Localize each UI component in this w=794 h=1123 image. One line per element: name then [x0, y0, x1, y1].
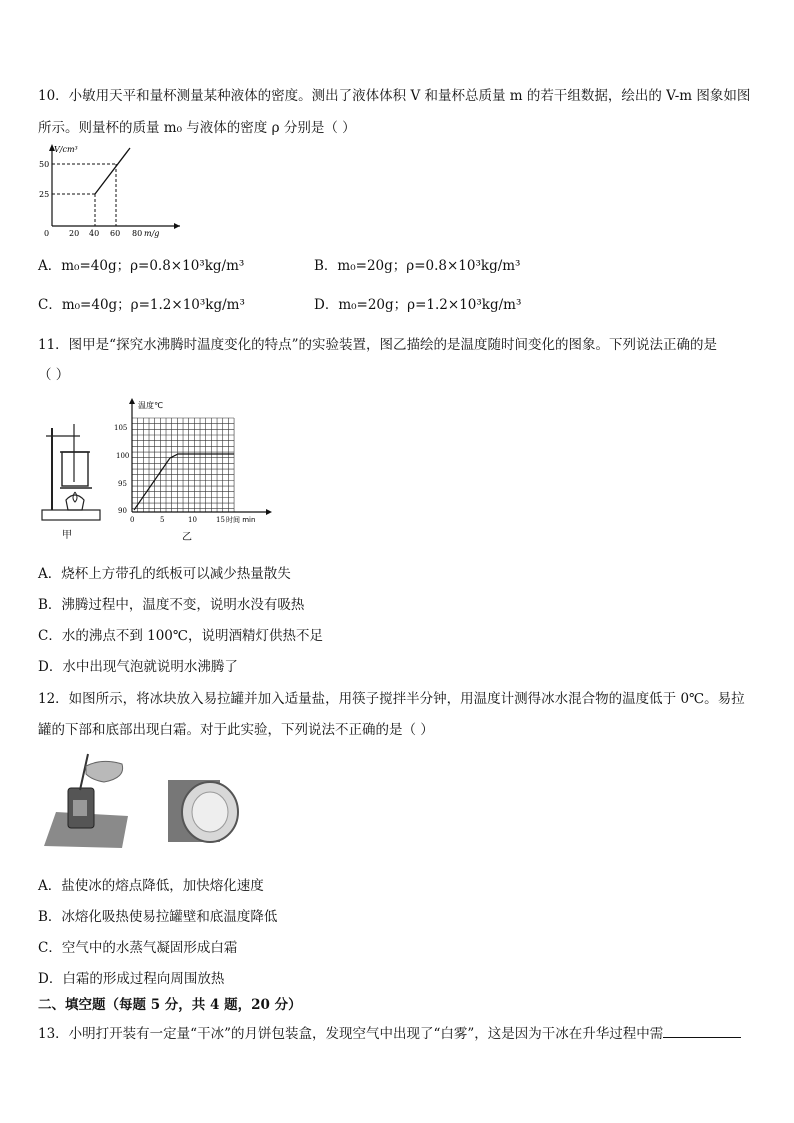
q11-stem-line1: 11．图甲是“探究水沸腾时温度变化的特点”的实验装置，图乙描绘的是温度随时间变化的图象。下列说法正确的是	[38, 337, 717, 353]
y-tick-50: 50	[39, 160, 50, 169]
y-tick-25: 25	[39, 190, 50, 199]
q12-option-a: A．盐使冰的熔点降低，加快熔化速度	[38, 878, 264, 894]
q12-option-c: C．空气中的水蒸气凝固形成白霜	[38, 940, 238, 956]
q11-option-b: B．沸腾过程中，温度不变，说明水没有吸热	[38, 597, 305, 613]
section-fill-in-title: 二、填空题（每题 5 分，共 4 题，20 分）	[38, 997, 302, 1013]
y-axis-label: 温度℃	[138, 401, 163, 410]
q11-option-c: C．水的沸点不到 100℃，说明酒精灯供热不足	[38, 628, 323, 644]
q12-stem-line2: 罐的下部和底部出现白霜。对于此实验，下列说法不正确的是（ ）	[38, 722, 434, 738]
q11-option-a: A．烧杯上方带孔的纸板可以减少热量散失	[38, 566, 291, 582]
y-axis-arrow	[129, 398, 135, 404]
can-label	[73, 800, 87, 816]
q10-option-b: B．m₀=20g；ρ=0.8×10³kg/m³	[314, 258, 521, 274]
y-tick-105: 105	[114, 424, 128, 432]
y-axis-label: V/cm³	[54, 145, 78, 154]
beaker	[62, 452, 88, 486]
data-line	[95, 148, 130, 194]
x-tick-10: 10	[188, 516, 197, 524]
y-tick-90: 90	[118, 507, 127, 515]
q13-answer-blank[interactable]	[663, 1025, 741, 1038]
q12-frosted-can-bottom-photo	[168, 778, 242, 846]
q10-stem-line2: 所示。则量杯的质量 m₀ 与液体的密度 ρ 分别是（ ）	[38, 120, 356, 136]
x-tick-60: 60	[110, 229, 121, 238]
caption-jia: 甲	[62, 530, 72, 541]
y-tick-95: 95	[118, 480, 127, 488]
q10-stem-line1: 10．小敏用天平和量杯测量某种液体的密度。测出了液体体积 V 和量杯总质量 m 的若干组数据，绘出的 V-m 图象如图	[38, 88, 751, 104]
frost	[192, 792, 228, 832]
x-axis-label: m/g	[144, 229, 160, 238]
q10-option-a: A．m₀=40g；ρ=0.8×10³kg/m³	[38, 258, 245, 274]
graph-grid	[132, 418, 234, 512]
flame	[73, 492, 77, 502]
x-tick-80: 80	[132, 229, 143, 238]
q11-stem-line2: （ ）	[38, 367, 70, 383]
q10-option-c: C．m₀=40g；ρ=1.2×10³kg/m³	[38, 297, 245, 313]
x-tick-15: 15	[216, 516, 225, 524]
q12-option-d: D．白霜的形成过程向周围放热	[38, 971, 225, 987]
q12-can-stirring-photo	[42, 752, 132, 850]
origin-label: 0	[44, 229, 50, 238]
x-tick-5: 5	[160, 516, 165, 524]
x-axis-arrow	[174, 223, 180, 229]
caption-yi: 乙	[182, 532, 192, 543]
x-axis-arrow	[266, 509, 272, 515]
hand	[86, 761, 123, 782]
x-tick-40: 40	[89, 229, 100, 238]
q13-stem: 13．小明打开装有一定量“干冰”的月饼包装盒，发现空气中出现了“白雾”，这是因为干冰在升华过程中需	[38, 1026, 664, 1042]
q12-option-b: B．冰熔化吸热使易拉罐壁和底温度降低	[38, 909, 278, 925]
q10-option-d: D．m₀=20g；ρ=1.2×10³kg/m³	[314, 297, 522, 313]
x-tick-20: 20	[69, 229, 80, 238]
q10-vm-graph	[30, 140, 180, 238]
x-tick-0: 0	[130, 516, 135, 524]
y-tick-100: 100	[116, 452, 130, 460]
q13-stem-line	[38, 1022, 741, 1042]
q11-option-d: D．水中出现气泡就说明水沸腾了	[38, 659, 238, 675]
q11-temperature-graph	[110, 396, 280, 546]
q11-apparatus-figure	[40, 422, 110, 542]
x-axis-label: 时间 min	[226, 516, 256, 524]
stand-base	[42, 510, 100, 520]
q12-stem-line1: 12．如图所示，将冰块放入易拉罐并加入适量盐，用筷子搅拌半分钟，用温度计测得冰水混合物的温度低于 0℃。易拉	[38, 691, 745, 707]
